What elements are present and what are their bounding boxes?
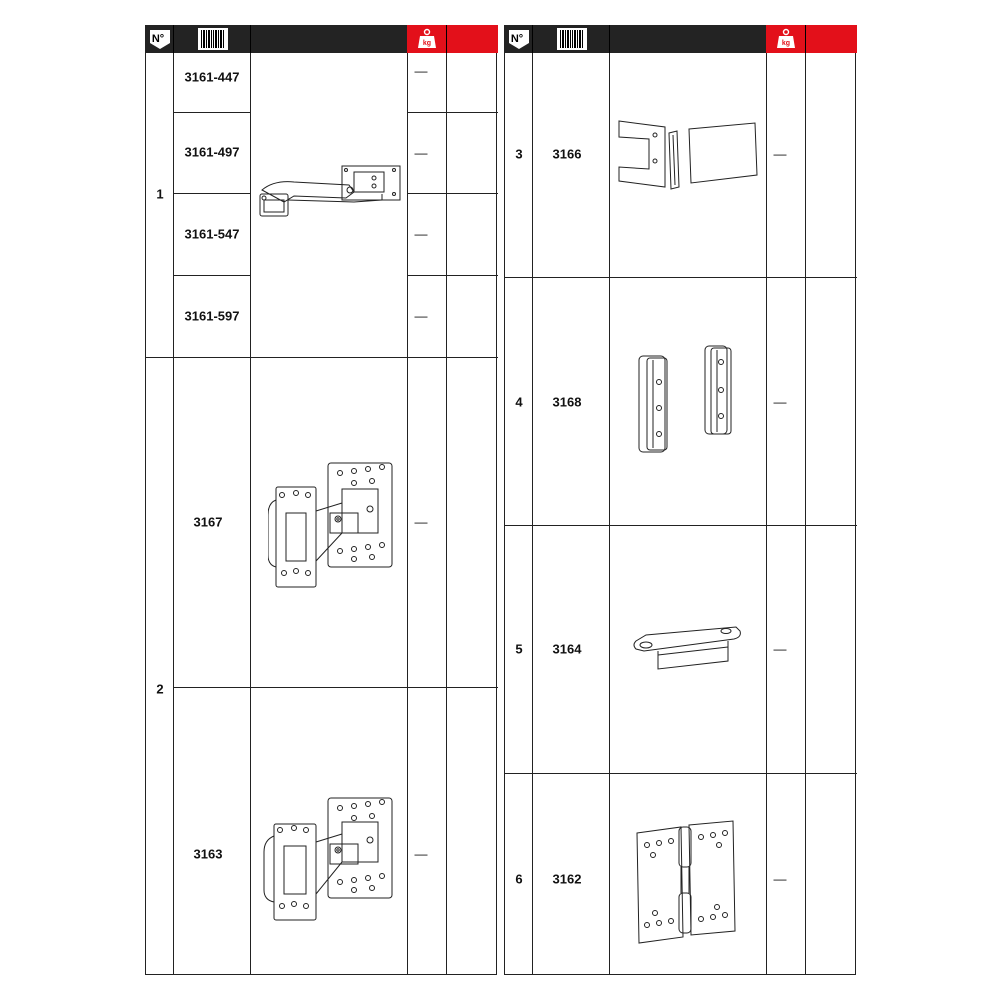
right-parts-table [504, 25, 856, 975]
numero-icon [508, 28, 530, 50]
weight-value: — [414, 514, 428, 530]
shim-plates-drawing [633, 340, 743, 465]
weight-value: — [414, 63, 428, 79]
row-number: 3 [515, 146, 523, 162]
weight-value: — [414, 846, 428, 862]
weight-value: — [414, 145, 428, 161]
numero-icon [149, 28, 171, 50]
barcode-icon [198, 28, 228, 50]
weight-kg-icon [775, 28, 797, 50]
concealed-hinge-drawing [268, 455, 398, 595]
article-ref: 3164 [552, 641, 582, 657]
weight-kg-icon [416, 28, 438, 50]
stop-block-drawing [630, 615, 750, 675]
butt-hinge-drawing [633, 815, 743, 950]
article-ref: 3161-447 [184, 69, 240, 85]
article-ref: 3162 [552, 871, 582, 887]
table-header [505, 25, 855, 53]
weight-value: — [414, 226, 428, 242]
article-ref: 3161-547 [184, 226, 240, 242]
svg-text:N°: N° [151, 33, 165, 45]
article-ref: 3161-597 [184, 308, 240, 324]
article-ref: 3163 [193, 846, 223, 862]
weight-value: — [773, 146, 787, 162]
row-number: 6 [515, 871, 523, 887]
weight-value: — [773, 641, 787, 657]
row-number: 5 [515, 641, 523, 657]
arm-stay-drawing [254, 160, 404, 230]
concealed-hinge-drawing [258, 790, 398, 930]
row-number: 1 [156, 186, 164, 202]
svg-text:N°: N° [510, 33, 524, 45]
mounting-plate-set-drawing [615, 115, 765, 195]
article-ref: 3167 [193, 514, 223, 530]
weight-value: — [773, 394, 787, 410]
row-number: 2 [156, 681, 164, 697]
article-ref: 3166 [552, 146, 582, 162]
weight-value: — [773, 871, 787, 887]
article-ref: 3168 [552, 394, 582, 410]
table-header [146, 25, 496, 53]
barcode-icon [557, 28, 587, 50]
weight-value: — [414, 308, 428, 324]
svg-text:kg: kg [422, 40, 432, 47]
left-parts-table [145, 25, 497, 975]
article-ref: 3161-497 [184, 144, 240, 160]
row-number: 4 [515, 394, 523, 410]
svg-text:kg: kg [781, 40, 791, 47]
